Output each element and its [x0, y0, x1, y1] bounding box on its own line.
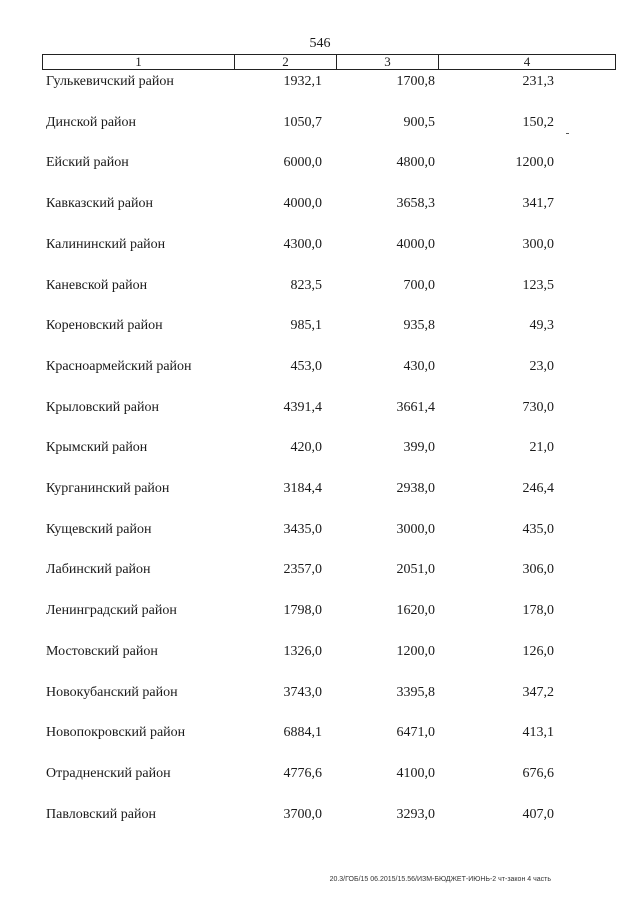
value-col-3: 2938,0 [396, 481, 435, 496]
value-col-2: 6000,0 [283, 155, 322, 171]
value-col-4: 21,0 [529, 440, 554, 456]
table-row [0, 399, 640, 419]
value-col-2: 3743,0 [283, 684, 322, 700]
value-col-2: 6884,1 [283, 725, 322, 741]
scan-mark [566, 133, 569, 134]
value-col-4: 123,5 [522, 277, 554, 293]
value-col-4: 347,2 [522, 684, 554, 700]
district-name: Кущевский район [46, 521, 152, 537]
district-name: Динской район [46, 114, 137, 130]
table-row [0, 439, 640, 459]
page-number: 546 [309, 36, 331, 51]
value-col-3: 1620,0 [396, 603, 435, 619]
value-col-4: 407,0 [522, 806, 554, 822]
value-col-2: 4776,6 [283, 765, 322, 781]
value-col-2: 4300,0 [283, 236, 322, 252]
district-name: Красноармейский район [46, 358, 192, 374]
value-col-3: 700,0 [403, 277, 435, 293]
table-row [0, 765, 640, 785]
value-col-3: 3395,8 [396, 684, 435, 700]
district-name: Кореновский район [46, 318, 163, 334]
value-col-4: 150,2 [522, 114, 554, 130]
district-name: Крымский район [46, 440, 148, 456]
district-name: Гулькевичский район [46, 74, 174, 89]
value-col-2: 3700,0 [283, 806, 322, 822]
table-row [0, 73, 640, 93]
value-col-3: 4100,0 [396, 765, 435, 781]
value-col-4: 730,0 [522, 399, 554, 415]
value-col-4: 676,6 [522, 765, 554, 781]
value-col-4: 341,7 [522, 196, 554, 212]
value-col-3: 4800,0 [396, 155, 435, 171]
value-col-3: 1200,0 [396, 643, 435, 659]
value-col-2: 2357,0 [283, 562, 322, 578]
district-name: Новокубанский район [46, 684, 178, 700]
value-col-4: 413,1 [522, 725, 554, 741]
table-row [0, 724, 640, 744]
table-row [0, 521, 640, 541]
table-row [0, 643, 640, 663]
table-row [0, 684, 640, 704]
value-col-3: 3661,4 [396, 399, 435, 415]
district-name: Новопокровский район [46, 725, 186, 741]
value-col-2: 3184,4 [283, 481, 322, 496]
value-col-4: 1200,0 [515, 155, 554, 171]
table-row [0, 480, 640, 500]
value-col-3: 2051,0 [396, 562, 435, 578]
value-col-2: 823,5 [290, 277, 322, 293]
column-header-4: 4 [438, 55, 615, 69]
value-col-4: 306,0 [522, 562, 554, 578]
table-header [42, 54, 616, 70]
value-col-3: 3658,3 [396, 196, 435, 212]
table-row [0, 154, 640, 174]
table-row [0, 561, 640, 581]
footer-reference: 20.3/ГОБ/15 06.2015/15.56/ИЗМ-БЮДЖЕТ-ИЮНЬ-2 чт-закон 4 часть [329, 876, 551, 883]
value-col-2: 3435,0 [283, 521, 322, 537]
value-col-2: 420,0 [290, 440, 322, 456]
district-name: Ленинградский район [46, 603, 177, 619]
district-name: Калининский район [46, 236, 166, 252]
value-col-3: 399,0 [403, 440, 435, 456]
table-row [0, 602, 640, 622]
district-name: Павловский район [46, 806, 156, 822]
column-header-1: 1 [135, 54, 142, 69]
table-row [0, 195, 640, 215]
table-row [0, 277, 640, 297]
value-col-2: 4391,4 [283, 399, 322, 415]
value-col-3: 3000,0 [396, 521, 435, 537]
value-col-2: 1798,0 [283, 603, 322, 619]
table-row [0, 236, 640, 256]
value-col-4: 23,0 [529, 358, 554, 374]
district-name: Ейский район [46, 155, 129, 171]
district-name: Каневской район [46, 277, 148, 293]
value-col-2: 1326,0 [283, 643, 322, 659]
column-header-2: 2 [234, 55, 336, 69]
value-col-3: 3293,0 [396, 806, 435, 822]
value-col-3: 1700,8 [396, 74, 435, 89]
table-row [0, 806, 640, 826]
district-name: Курганинский район [46, 481, 170, 496]
value-col-4: 126,0 [522, 643, 554, 659]
district-name: Лабинский район [46, 562, 151, 578]
value-col-2: 1932,1 [283, 74, 322, 89]
value-col-3: 935,8 [403, 318, 435, 334]
table-row [0, 358, 640, 378]
value-col-2: 985,1 [290, 318, 322, 334]
district-name: Крыловский район [46, 399, 159, 415]
district-name: Кавказский район [46, 196, 154, 212]
value-col-3: 900,5 [403, 114, 435, 130]
district-name: Отрадненский район [46, 765, 171, 781]
value-col-4: 435,0 [522, 521, 554, 537]
value-col-4: 49,3 [529, 318, 554, 334]
value-col-3: 430,0 [403, 358, 435, 374]
value-col-2: 453,0 [290, 358, 322, 374]
district-name: Мостовский район [46, 643, 158, 659]
table-row [0, 317, 640, 337]
value-col-4: 300,0 [522, 236, 554, 252]
value-col-3: 6471,0 [396, 725, 435, 741]
value-col-3: 4000,0 [396, 236, 435, 252]
value-col-4: 231,3 [522, 74, 554, 89]
value-col-2: 4000,0 [283, 196, 322, 212]
value-col-2: 1050,7 [283, 114, 322, 130]
table-row [0, 114, 640, 134]
value-col-4: 178,0 [522, 603, 554, 619]
column-header-3: 3 [336, 55, 438, 69]
value-col-4: 246,4 [522, 481, 554, 496]
